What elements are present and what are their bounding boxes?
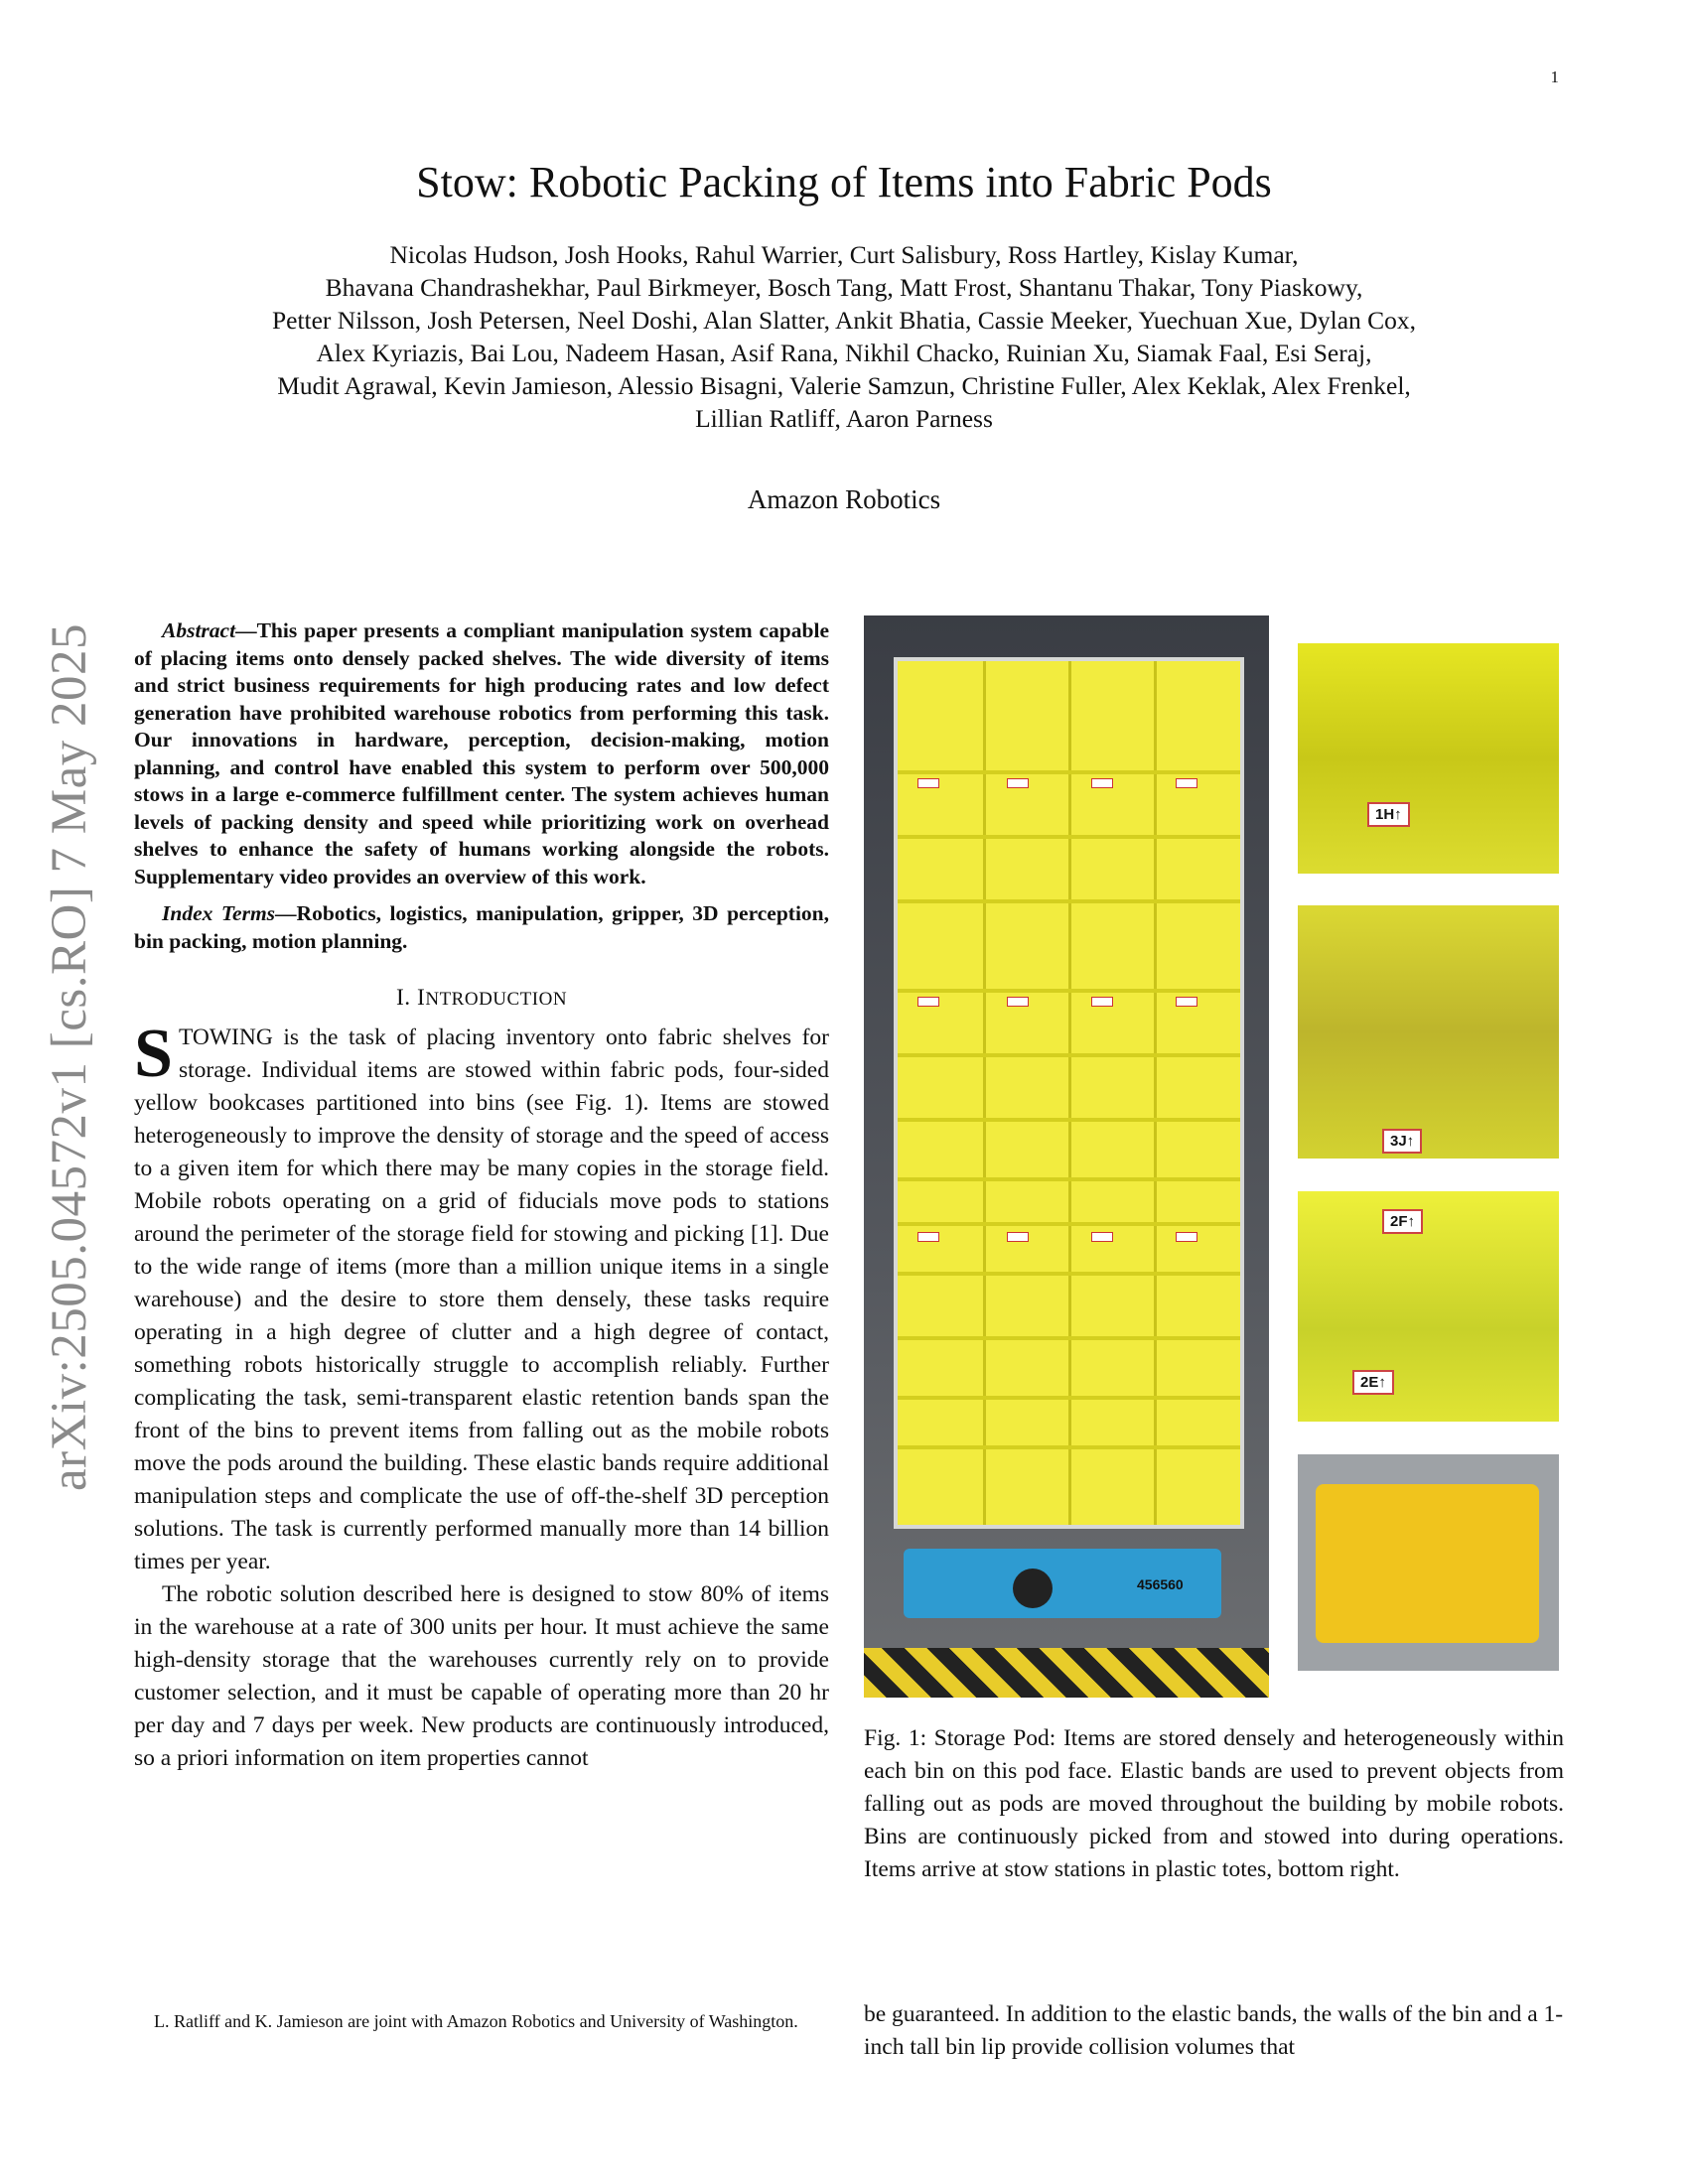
author-line: Alex Kyriazis, Bai Lou, Nadeem Hasan, Asif Rana, Nikhil Chacko, Ruinian Xu, Siamak Faal, Esi Seraj, [316,339,1372,367]
author-list [124,238,1564,435]
shelf-row [898,1336,1240,1340]
plastic-tote [1316,1484,1539,1643]
right-column [864,1998,1564,2064]
bin-label [1091,778,1113,788]
bin-label: 2E↑ [1352,1370,1394,1395]
bin-label [917,997,939,1007]
shelf-row [898,1118,1240,1122]
intro-p1-text: TOWING is the task of placing inventory onto fabric shelves for storage. Individual items are stowed within fabric pods, four-sided yellow bookcases partitioned into bins (see Fig. 1). Items are stowed heterogeneously to improve the density of storage and the speed of access to a given item for which there may be many copies in the storage field. Mobile robots operating on a grid of fiducials move pods to stations around the perimeter of the storage field for stowing and picking [1]. Due to the wide range of items (more than a million unique items in a single warehouse) and the desire to store them densely, these tasks require operating in a high degree of clutter and a high degree of contact, something robots historically struggle to accomplish reliably. Further complicating the task, semi-transparent elastic retention bands span the front of the bins to prevent items from falling out as the mobile robots move the pods around the building. These elastic bands require additional manipulation steps and complicate the use of off-the-shelf 3D perception solutions. The task is currently performed manually more than 14 billion times per year. [134,1024,829,1574]
index-terms [134,900,829,955]
shelf-row [898,1053,1240,1057]
tote-photo [1298,1454,1559,1671]
bin-closeup-3 [1298,1191,1559,1422]
index-terms-text: —Robotics, logistics, manipulation, gripper, 3D perception, bin packing, motion planning. [134,901,830,953]
section-title-rest: NTRODUCTION [425,989,568,1010]
shelf-row [898,1445,1240,1449]
shelf-row [898,1396,1240,1400]
figure-caption: Fig. 1: Storage Pod: Items are stored densely and heterogeneously within each bin on this pod face. Elastic bands are used to prevent objects from falling out as pods are moved throughout the building by mobile robots. Bins are continuously picked from and stowed into during operations. Items arrive at stow stations in plastic totes, bottom right. [864,1725,1564,1882]
paper-title: Stow: Robotic Packing of Items into Fabric Pods [416,158,1272,206]
bin-label [1007,997,1029,1007]
abstract-text: —This paper presents a compliant manipulation system capable of placing items onto densely packed shelves. The wide diversity of items and strict business requirements for high producing rates and low defect generation have prohibited warehouse robotics from performing this task. Our innovations in hardware, perception, decision-making, motion planning, and control have enabled this system to perform over 500,000 stows in a large e-commerce fulfillment center. The system achieves human levels of packing density and speed while prioritizing work on overhead shelves to enhance the safety of humans working alongside the robots. Supplementary video provides an overview of this work. [134,618,829,888]
bin-closeup-2 [1298,905,1559,1159]
bin-label [1007,778,1029,788]
intro-paragraph-1 [134,1016,829,1578]
pod-id-label: 456560 [1137,1576,1184,1592]
bin-label [1091,1232,1113,1242]
bin-label: 2F↑ [1382,1209,1423,1234]
bin-label [917,1232,939,1242]
index-terms-lead: Index Terms [162,901,276,925]
bin-closeup-1 [1298,643,1559,874]
section-number: I. [395,985,411,1011]
shelf-row [898,899,1240,903]
footnote: L. Ratliff and K. Jamieson are joint with Amazon Robotics and University of Washington. [154,2011,798,2031]
section-title-first: I [417,985,426,1011]
page-number: 1 [1550,68,1559,86]
intro-paragraph-2: The robotic solution described here is designed to stow 80% of items in the warehouse at a rate of 300 units per hour. It must achieve the same high-density storage that the warehouses currently rely on to provide customer selection, and it must be capable of operating more than 20 hr per day and 7 days per week. New products are continuously introduced, so a priori information on item properties cannot [134,1581,829,1771]
bin-label: 1H↑ [1367,802,1410,827]
drop-cap: S [134,1016,173,1092]
arxiv-sidebar [30,581,109,1534]
hazard-floor-stripes [864,1648,1269,1698]
storage-pod-photo [864,615,1269,1698]
arxiv-id: arXiv:2505.04572v1 [cs.RO] 7 May 2025 [42,622,97,1492]
bin-label [1176,1232,1197,1242]
section-heading [134,985,829,1012]
bin-label: 3J↑ [1382,1129,1422,1154]
author-line: Bhavana Chandrashekhar, Paul Birkmeyer, Bosch Tang, Matt Frost, Shantanu Thakar, Tony Piaskowy, [325,273,1363,302]
shelf-row [898,1222,1240,1226]
author-line: Nicolas Hudson, Josh Hooks, Rahul Warrier, Curt Salisbury, Ross Hartley, Kislay Kumar, [389,240,1299,269]
shelf-row [898,770,1240,774]
left-column [134,617,829,1775]
affiliation: Amazon Robotics [747,484,941,514]
author-line: Lillian Ratliff, Aaron Parness [695,404,993,433]
author-line: Petter Nilsson, Josh Petersen, Neel Doshi, Alan Slatter, Ankit Bhatia, Cassie Meeker, Yuechuan Xue, Dylan Cox, [271,306,1417,335]
figure-1 [864,615,1564,1698]
shelf-row [898,1177,1240,1181]
pod-frame [894,657,1244,1529]
bin-label [917,778,939,788]
bin-label [1007,1232,1029,1242]
shelf-row [898,835,1240,839]
bin-label [1176,997,1197,1007]
bin-label [1091,997,1113,1007]
shelf-row [898,989,1240,993]
robot-wheel [1013,1569,1053,1608]
intro-paragraph-3: be guaranteed. In addition to the elastic bands, the walls of the bin and a 1-inch tall bin lip provide collision volumes that [864,2001,1564,2060]
shelf-row [898,1272,1240,1276]
abstract-lead: Abstract [162,618,236,642]
bin-label [1176,778,1197,788]
author-line: Mudit Agrawal, Kevin Jamieson, Alessio Bisagni, Valerie Samzun, Christine Fuller, Alex Keklak, Alex Frenkel, [277,371,1411,400]
abstract [134,617,829,890]
